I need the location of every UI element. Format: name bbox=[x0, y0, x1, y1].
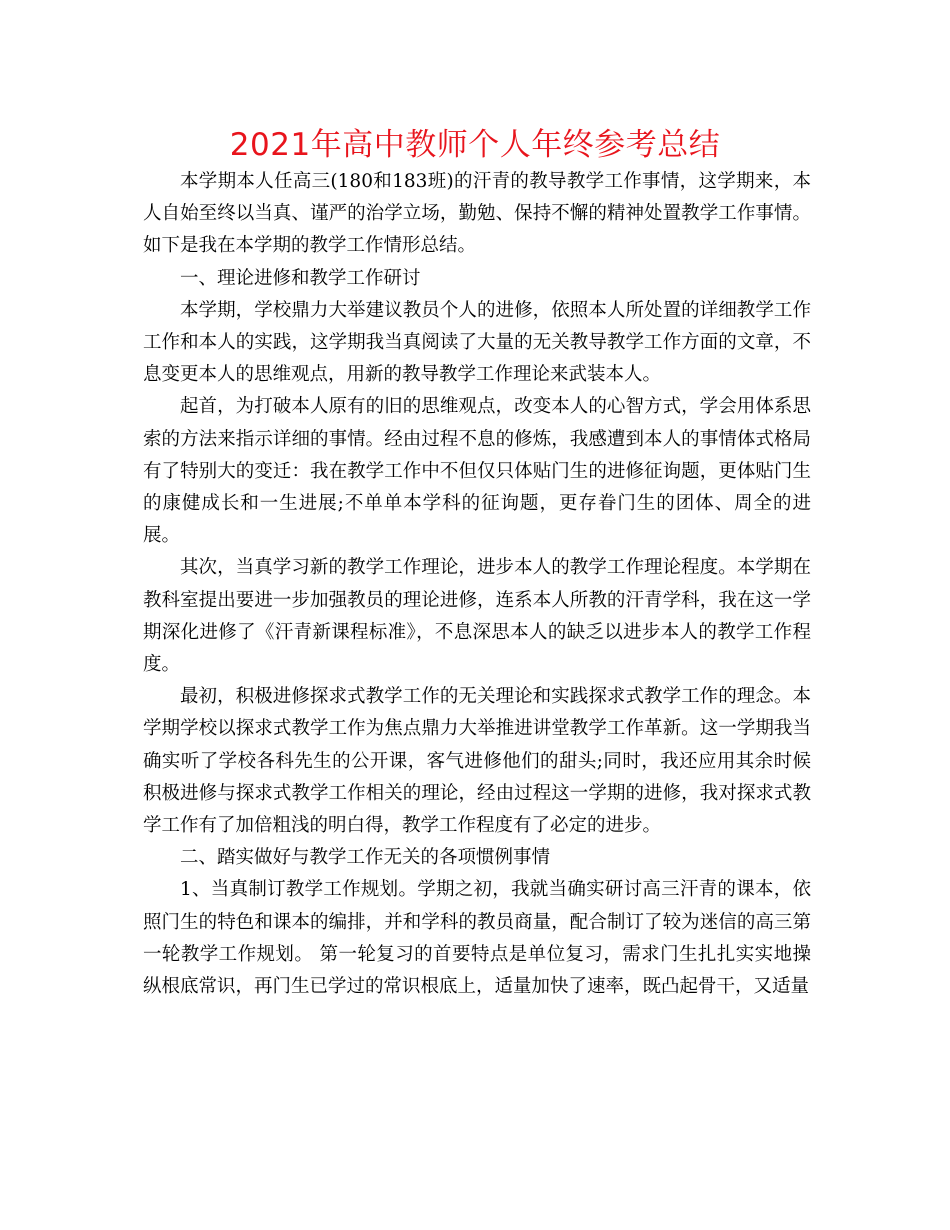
section-heading-theory: 一、理论进修和教学工作研讨 bbox=[180, 267, 421, 289]
paragraph-second: 其次，当真学习新的教学工作理论，进步本人的教学工作理论程度。本学期在教科室提出要进一步加强教员的理论进修，连系本人所教的汗青学科，我在这一学期深化进修了《汗青新课程标准》，不息深思本人的缺乏以进步本人的教学工作程度。 bbox=[143, 557, 811, 676]
paragraph-plan: 1、当真制订教学工作规划。学期之初，我就当确实研讨高三汗青的课本，依照门生的特色和课本的编排，并和学科的教员商量，配合制订了较为迷信的高三第一轮教学工作规划。 第一轮复习的首要特点是单位复习，需求门生扎扎实实地操纵根底常识，再门生已学过的常识根底上，适量加快了速率，既凸起骨干，又适量 bbox=[143, 879, 811, 998]
section-heading-routine: 二、踏实做好与教学工作无关的各项惯例事情 bbox=[180, 847, 551, 869]
paragraph-first: 起首，为打破本人原有的旧的思维观点，改变本人的心智方式，学会用体系思索的方法来指示详细的事情。经由过程不息的修炼，我感遭到本人的事情体式格局有了特别大的变迁：我在教学工作中不但仅只体贴门生的进修征询题，更体贴门生的康健成长和一生进展;不单单本学科的征询题，更存眷门生的团体、周全的进展。 bbox=[143, 396, 811, 547]
document-body bbox=[143, 166, 811, 1003]
document-title: 2021年高中教师个人年终参考总结 bbox=[229, 127, 721, 163]
paragraph-theory-study: 本学期，学校鼎力大举建议教员个人的进修，依照本人所处置的详细教学工作工作和本人的实践，这学期我当真阅读了大量的无关教导教学工作方面的文章，不息变更本人的思维观点，用新的教导教学工作理论来武装本人。 bbox=[143, 299, 811, 386]
paragraph-finally: 最初，积极进修探求式教学工作的无关理论和实践探求式教学工作的理念。本学期学校以探求式教学工作为焦点鼎力大举推进讲堂教学工作革新。这一学期我当确实听了学校各科先生的公开课，客气进修他们的甜头;同时，我还应用其余时候积极进修与探求式教学工作相关的理论，经由过程这一学期的进修，我对探求式教学工作有了加倍粗浅的明白得，教学工作程度有了必定的进步。 bbox=[143, 686, 811, 837]
paragraph-intro: 本学期本人任高三(180和183班)的汗青的教导教学工作事情，这学期来，本人自始至终以当真、谨严的治学立场，勤勉、保持不懈的精神处置教学工作事情。如下是我在本学期的教学工作情形总结。 bbox=[143, 171, 811, 257]
